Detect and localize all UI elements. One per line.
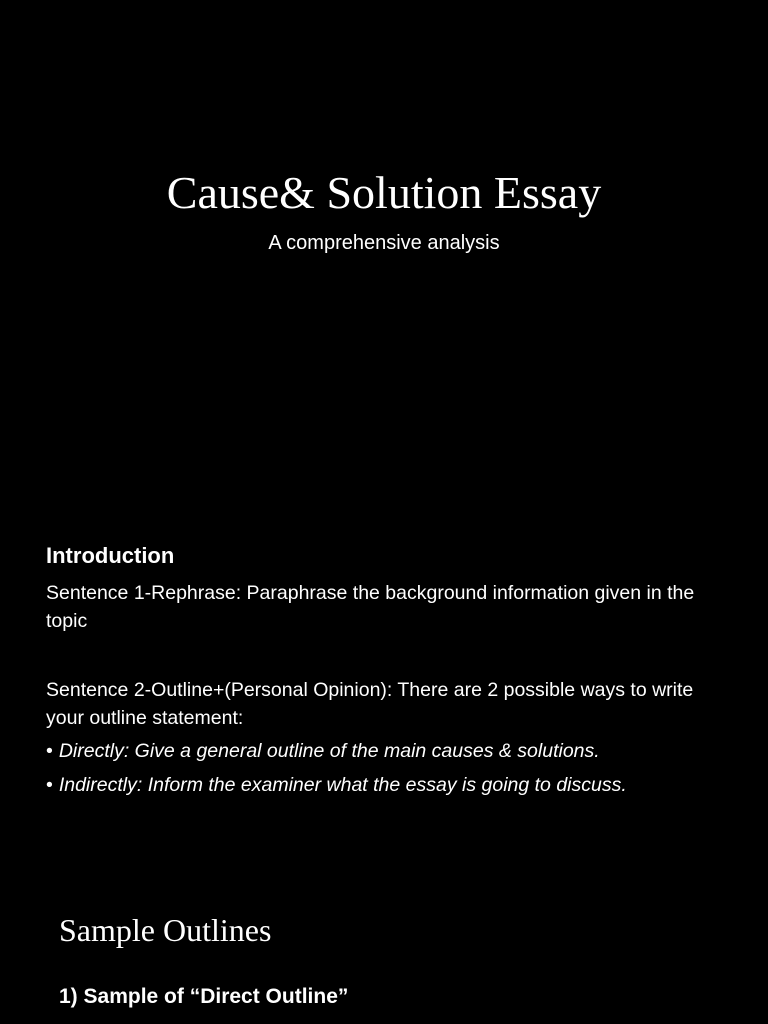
cut-off-text-line bbox=[92, 1018, 722, 1024]
bullet-item-direct bbox=[46, 737, 746, 765]
bullet-text: Directly: Give a general outline of the main causes & solutions. bbox=[58, 740, 600, 762]
introduction-slide bbox=[0, 520, 768, 880]
sentence-1-text: Sentence 1-Rephrase: Paraphrase the background information given in the topic bbox=[46, 582, 695, 632]
direct-outline-subheading: 1) Sample of “Direct Outline” bbox=[59, 985, 349, 1008]
bullet-mark: • bbox=[46, 740, 53, 762]
bullet-text: Indirectly: Inform the examiner what the essay is going to discuss. bbox=[58, 774, 627, 796]
bullet-item-indirect bbox=[46, 771, 746, 799]
slide-title: Cause& Solution Essay bbox=[166, 167, 602, 218]
outline-bullet-list bbox=[46, 737, 746, 805]
sample-outlines-slide bbox=[0, 880, 768, 1024]
bullet-mark: • bbox=[46, 774, 53, 796]
sample-outlines-title: Sample Outlines bbox=[59, 912, 272, 948]
sentence-2-text: Sentence 2-Outline+(Personal Opinion): There are 2 possible ways to write your outline statement: bbox=[46, 679, 694, 729]
slide-subtitle: A comprehensive analysis bbox=[268, 232, 500, 254]
introduction-heading: Introduction bbox=[46, 543, 175, 568]
